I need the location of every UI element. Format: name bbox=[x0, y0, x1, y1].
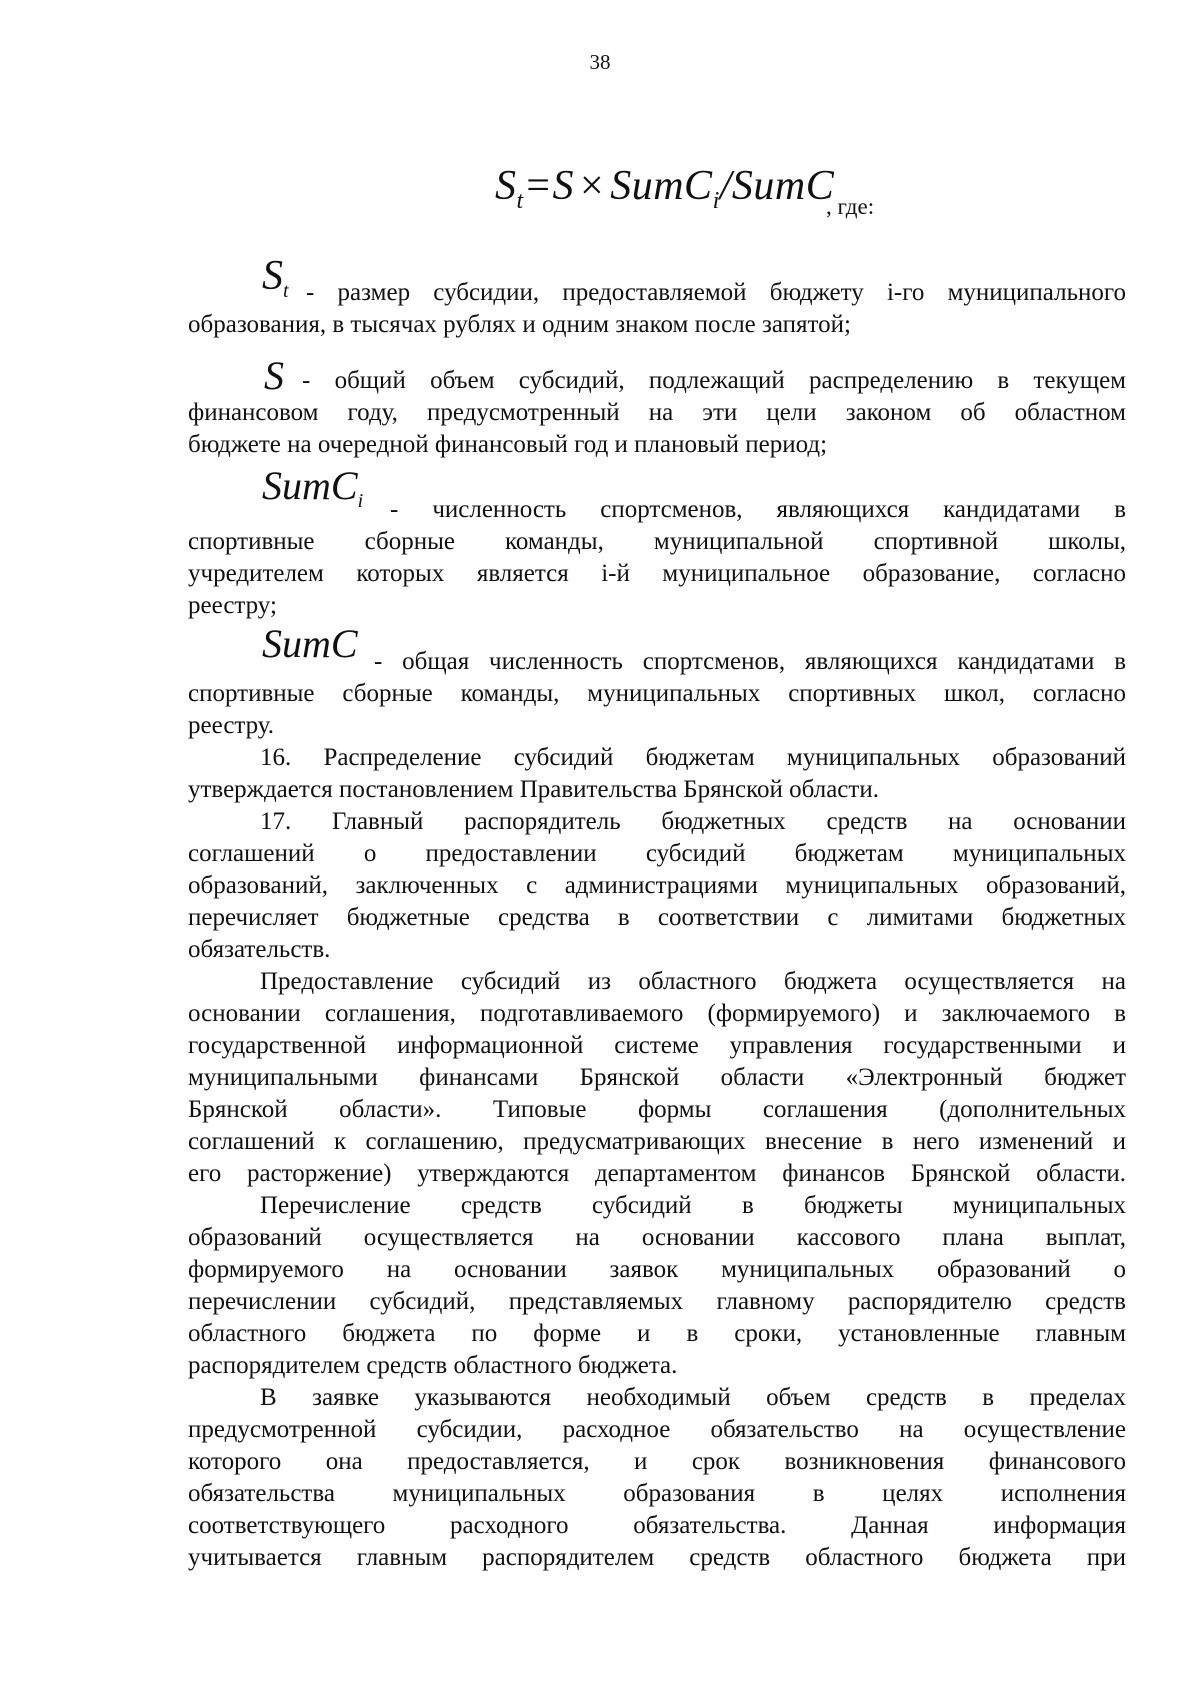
text-line: перечислении субсидий, представляемых главному распорядителю средств bbox=[188, 1288, 1126, 1315]
formula-st-subscript: t bbox=[516, 188, 524, 214]
text-line: обязательства муниципальных образования в целях исполнения bbox=[188, 1480, 1126, 1507]
text-line: которого она предоставляется, и срок возникновения финансового bbox=[188, 1448, 1126, 1475]
text-line: спортивные сборные команды, муниципальных спортивных школ, согласно bbox=[188, 680, 1126, 707]
text-line: образования, в тысячах рублях и одним знаком после запятой; bbox=[188, 311, 851, 338]
text-line: государственной информационной системе управления государственными и bbox=[188, 1032, 1126, 1059]
formula-suffix: , где: bbox=[826, 194, 875, 219]
formula-sumci-base: SumC bbox=[610, 163, 713, 209]
subsidy-formula bbox=[495, 162, 834, 215]
symbol-s: S bbox=[264, 353, 284, 398]
text-line: распорядителем средств областного бюджета. bbox=[188, 1352, 678, 1379]
text-line: его расторжение) утверждаются департаментом финансов Брянской области. bbox=[188, 1160, 1126, 1187]
formula-slash: / bbox=[719, 163, 732, 209]
text-line: Предоставление субсидий из областного бюджета осуществляется на bbox=[260, 968, 1126, 995]
symbol-sumci-subscript: i bbox=[357, 490, 364, 512]
text-line: учредителем которых является i-й муниципальное образование, согласно bbox=[188, 560, 1126, 587]
text-line: 16. Распределение субсидий бюджетам муниципальных образований bbox=[260, 744, 1126, 771]
formula-sumci-subscript: i bbox=[712, 188, 720, 214]
text-line: муниципальными финансами Брянской области «Электронный бюджет bbox=[188, 1064, 1126, 1091]
text-line: соглашений к соглашению, предусматривающих внесение в него изменений и bbox=[188, 1128, 1126, 1155]
text-line: соглашений о предоставлении субсидий бюджетам муниципальных bbox=[188, 840, 1126, 867]
formula-sumci bbox=[610, 163, 720, 214]
text-line: реестру. bbox=[188, 712, 275, 739]
formula-equals: = bbox=[523, 163, 553, 209]
formula-s: S bbox=[552, 163, 575, 209]
text-line: обязательств. bbox=[188, 936, 331, 963]
text-line: областного бюджета по форме и в сроки, установленные главным bbox=[188, 1320, 1126, 1347]
text-line: финансовом году, предусмотренный на эти цели законом об областном bbox=[188, 399, 1126, 426]
text-line: соответствующего расходного обязательства. Данная информация bbox=[188, 1512, 1126, 1539]
text-line: бюджете на очередной финансовый год и плановый период; bbox=[188, 431, 828, 458]
formula-st bbox=[495, 163, 524, 214]
text-line: основании соглашения, подготавливаемого (формируемого) и заключаемого в bbox=[188, 1000, 1126, 1027]
text-line: учитывается главным распорядителем средств областного бюджета при bbox=[188, 1544, 1126, 1571]
text-line: - общая численность спортсменов, являющихся кандидатами в bbox=[374, 648, 1126, 675]
text-line: - численность спортсменов, являющихся кандидатами в bbox=[390, 496, 1126, 523]
formula-times: × bbox=[580, 163, 605, 209]
symbol-sumc: SumC bbox=[262, 621, 358, 666]
text-line: формируемого на основании заявок муниципальных образований о bbox=[188, 1256, 1126, 1283]
text-line: - общий объем субсидий, подлежащий распределению в текущем bbox=[302, 367, 1126, 394]
text-line: образований осуществляется на основании кассового плана выплат, bbox=[188, 1224, 1126, 1251]
formula-st-base: S bbox=[495, 163, 517, 209]
text-line: Перечисление средств субсидий в бюджеты муниципальных bbox=[260, 1192, 1126, 1219]
text-line: 17. Главный распорядитель бюджетных средств на основании bbox=[260, 808, 1126, 835]
symbol-st-subscript: t bbox=[283, 280, 289, 302]
text-line: Брянской области». Типовые формы соглашения (дополнительных bbox=[188, 1096, 1126, 1123]
page-number: 38 bbox=[589, 50, 611, 74]
symbol-sumci-base: SumC bbox=[262, 463, 358, 508]
text-line: предусмотренной субсидии, расходное обязательство на осуществление bbox=[188, 1416, 1126, 1443]
text-line: утверждается постановлением Правительства Брянской области. bbox=[188, 776, 879, 803]
text-line: образований, заключенных с администрациями муниципальных образований, bbox=[188, 872, 1126, 899]
symbol-st-base: S bbox=[262, 253, 283, 299]
text-line: В заявке указываются необходимый объем средств в пределах bbox=[260, 1384, 1126, 1411]
text-line: перечисляет бюджетные средства в соответствии с лимитами бюджетных bbox=[188, 904, 1126, 931]
text-line: реестру; bbox=[188, 592, 277, 619]
text-line: спортивные сборные команды, муниципальной спортивной школы, bbox=[188, 528, 1126, 555]
formula-sumc: SumC bbox=[731, 163, 835, 209]
text-line: - размер субсидии, предоставляемой бюджету i-го муниципального bbox=[306, 279, 1126, 306]
symbol-sumci bbox=[262, 462, 363, 513]
symbol-st bbox=[262, 252, 289, 303]
